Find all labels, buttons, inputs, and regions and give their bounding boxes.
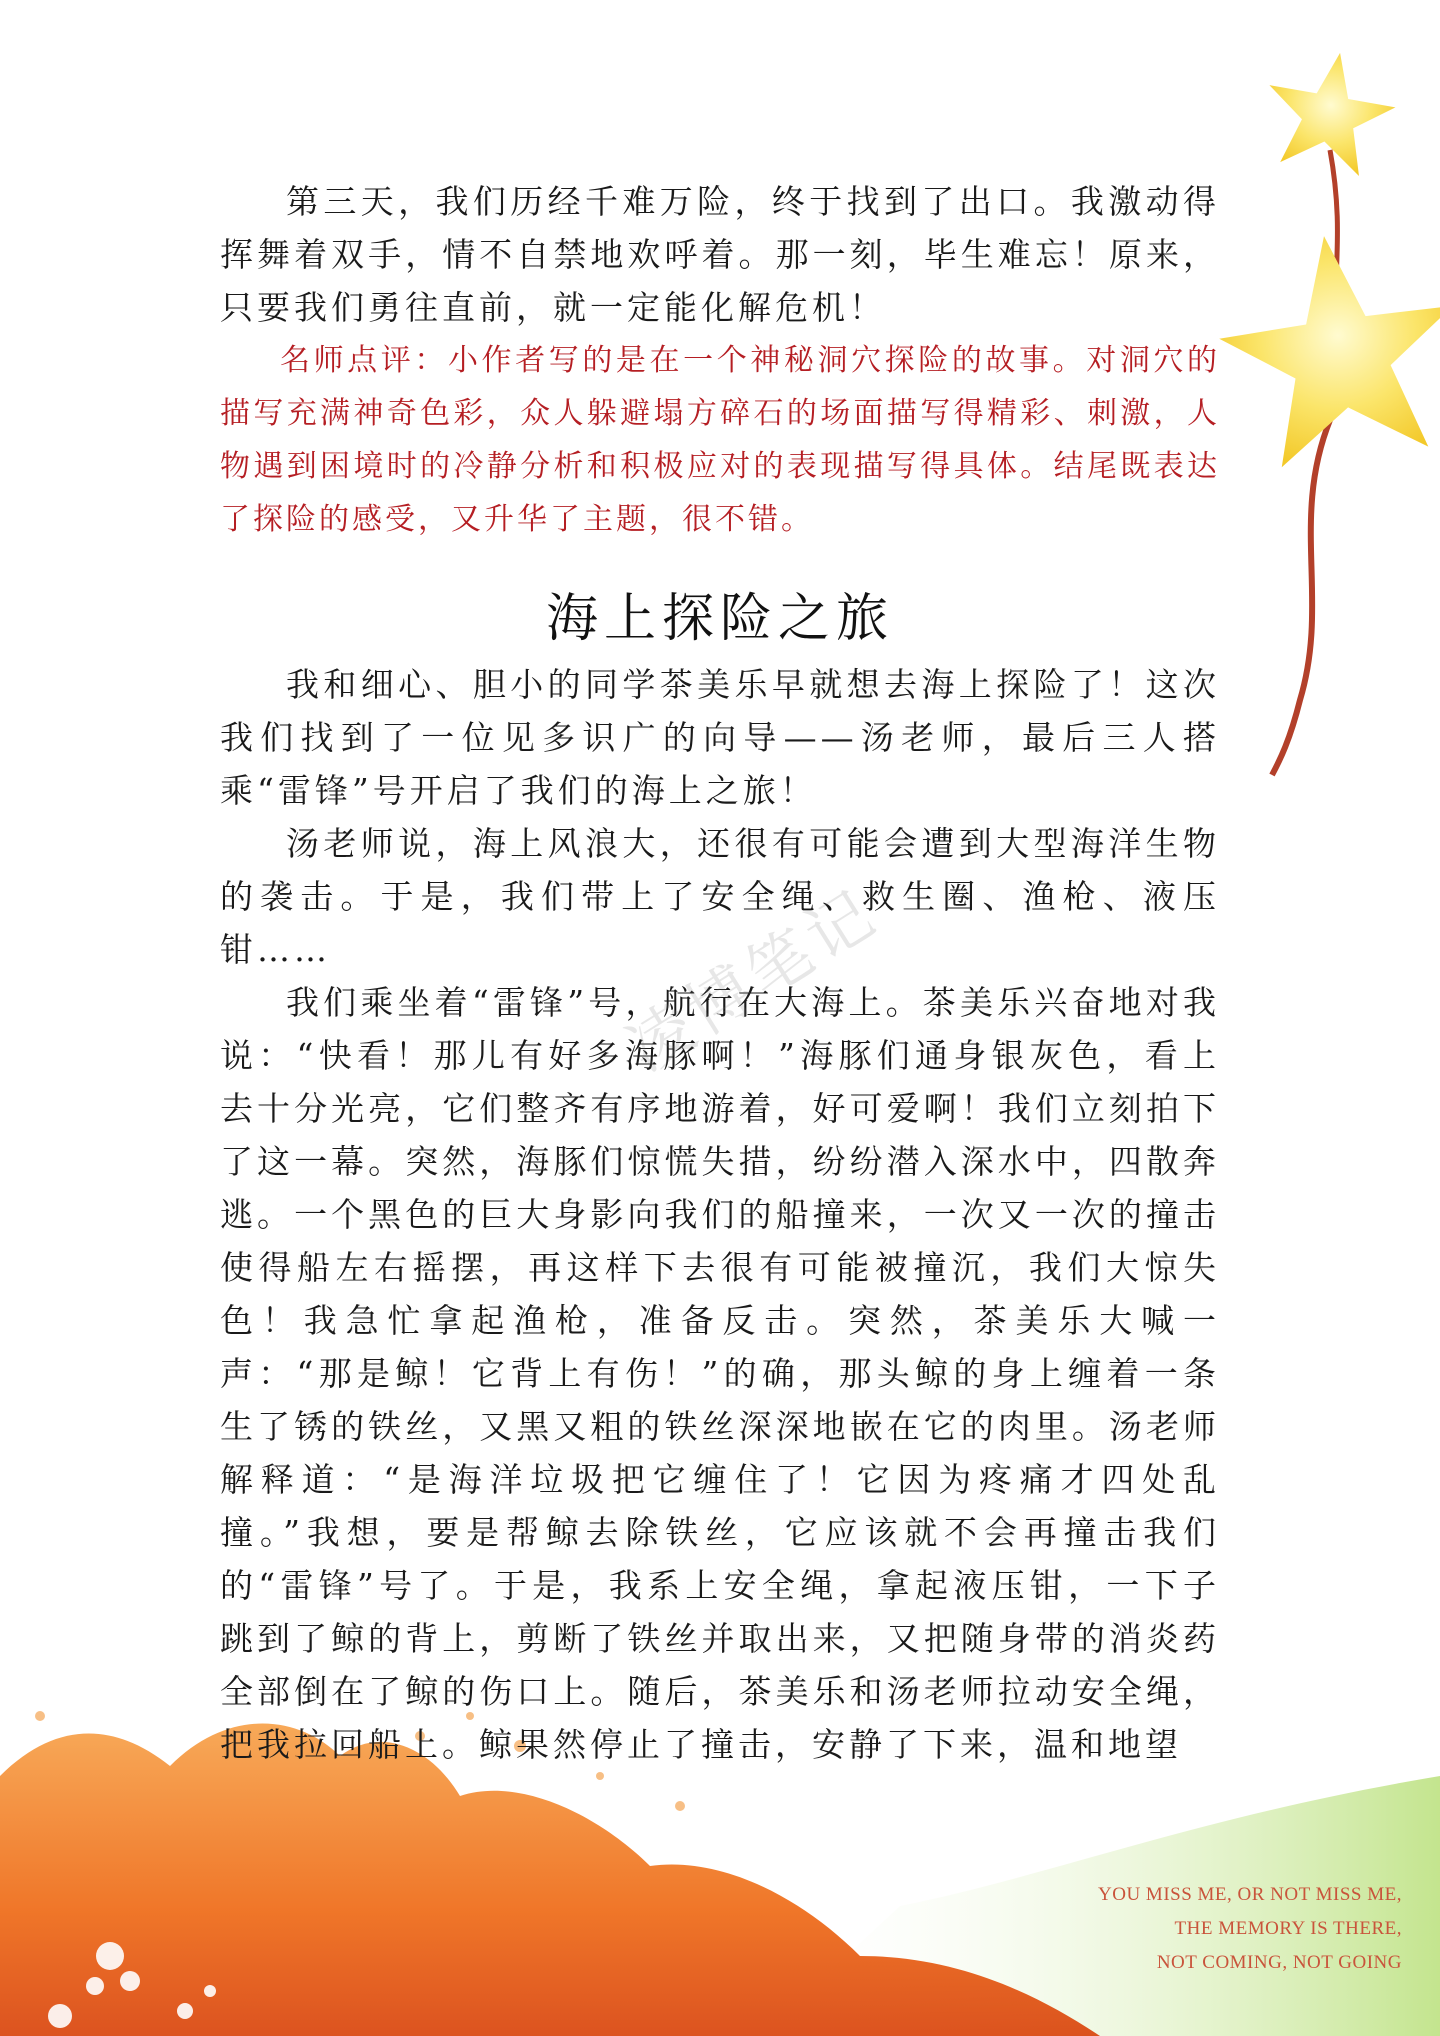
story-paragraph: 我和细心、胆小的同学茶美乐早就想去海上探险了！这次我们找到了一位见多识广的向导——汤老师，最后三人搭乘“雷锋”号开启了我们的海上之旅！ — [220, 665, 1220, 810]
motto-line: YOU MISS ME, OR NOT MISS ME, — [1098, 1884, 1402, 1905]
motto-line: NOT COMING, NOT GOING — [1156, 1952, 1402, 1973]
story-paragraph: 我们乘坐着“雷锋”号，航行在大海上。茶美乐兴奋地对我说：“快看！那儿有好多海豚啊！”海豚们通身银灰色，看上去十分光亮，它们整齐有序地游着，好可爱啊！我们立刻拍下了这一幕。突然，海豚们惊慌失措，纷纷潜入深水中，四散奔逃。一个黑色的巨大身影向我们的船撞来，一次又一次的撞击使得船左右摇摆，再这样下去很有可能被撞沉，我们大惊失色！我急忙拿起渔枪，准备反击。突然，茶美乐大喊一声：“那是鲸！它背上有伤！”的确，那头鲸的身上缠着一条生了锈的铁丝，又黑又粗的铁丝深深地嵌在它的肉里。汤老师解释道：“是海洋垃圾把它缠住了！它因为疼痛才四处乱撞。”我想，要是帮鲸去除铁丝，它应该就不会再撞击我们的“雷锋”号了。于是，我系上安全绳，拿起液压钳，一下子跳到了鲸的背上，剪断了铁丝并取出来，又把随身带的消炎药全部倒在了鲸的伤口上。随后，茶美乐和汤老师拉动安全绳，把我拉回船上。鲸果然停止了撞击，安静了下来，温和地望 — [220, 983, 1220, 1764]
story-paragraph: 汤老师说，海上风浪大，还很有可能会遭到大型海洋生物的袭击。于是，我们带上了安全绳、救生圈、渔枪、液压钳…… — [220, 824, 1220, 969]
previous-story-ending: 第三天，我们历经千难万险，终于找到了出口。我激动得挥舞着双手，情不自禁地欢呼着。那一刻，毕生难忘！原来，只要我们勇往直前，就一定能化解危机！ — [220, 182, 1220, 327]
teacher-comment: 名师点评：小作者写的是在一个神秘洞穴探险的故事。对洞穴的描写充满神奇色彩，众人躲避塌方碎石的场面描写得精彩、刺激，人物遇到困境时的冷静分析和积极应对的表现描写得具体。结尾既表达了探险的感受，又升华了主题，很不错。 — [220, 343, 1220, 537]
motto — [1098, 1878, 1402, 1980]
watermark: 凌博笔记 — [614, 875, 892, 1087]
motto-line: THE MEMORY IS THERE, — [1174, 1918, 1402, 1939]
story-title: 海上探险之旅 — [545, 589, 894, 649]
